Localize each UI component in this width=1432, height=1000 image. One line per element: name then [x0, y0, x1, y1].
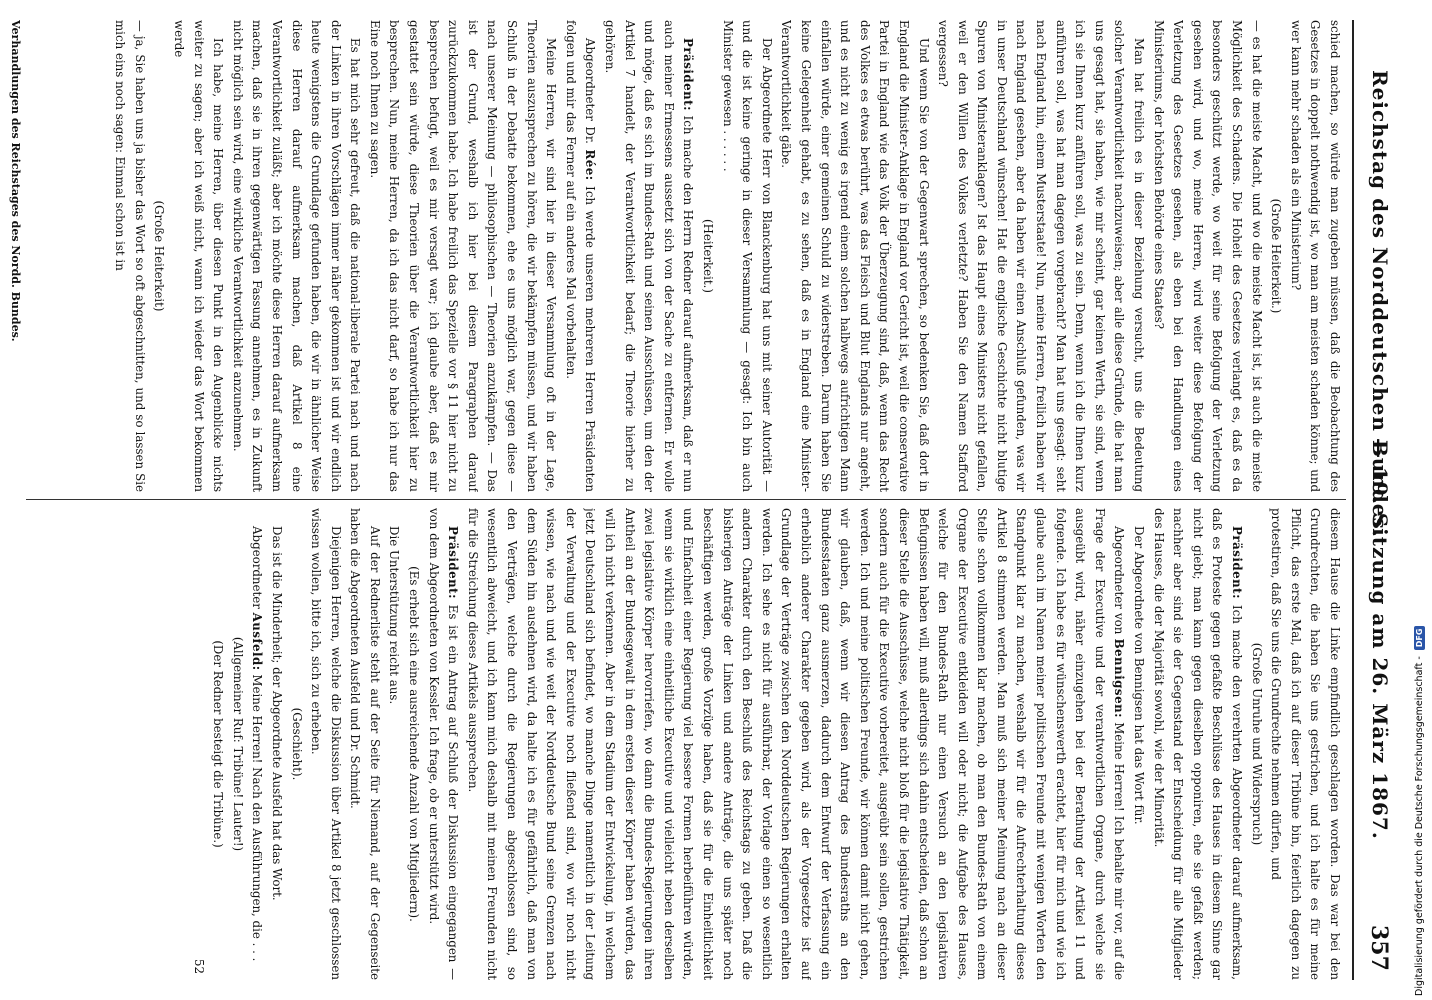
paragraph: Abgeordneter Dr. Rée: Ich werde unseren mehreren Herren Präsidenten folgen und mir das Ferner auf ein anderes Mal vorbehalten. — [563, 20, 598, 492]
paragraph: Es hat mich sehr gefreut, daß die national-liberale Partei nach und nach der Linken in ihren Vorschlägen immer näher gekommen ist und wir endlich heute wenigstens die Grundlage gefunden haben, die wir in ähnlicher Weise diese Herren darauf aufmerksam machen, daß Artikel 8 eine Verantwortlichkeit zuläßt; aber ich möchte diese Herren darauf aufmerksam machen, daß sie in ihren gegenwärtigen Fassung annehmen, es in Zukunft nicht möglich sein wird, eine wirkliche Verantwortlichkeit anzunehmen. — [230, 20, 363, 492]
paragraph: — es hat die meiste Macht, und wo die meiste Macht ist, ist auch die meiste Möglichkeit des Schadens. Die Hoheit des Gesetzes verlangt es, daß es da besonders geschützt werde, wo weit für seine Befolgung der Verletzung gesehen wird, und wo, meine Herren, wird weiter diese Befolgung der Verletzung des Gesetzes gesehen, als eben bei den Handlungen eines Ministeriums, der höchsten Behörde eines Staates? — [1151, 20, 1264, 492]
paragraph: (Große Heiterkeit.) — [1269, 198, 1284, 314]
paragraph: (Große Unruhe und Widerspruch) — [1249, 642, 1264, 846]
left-column — [24, 20, 1344, 492]
paragraph: (Große Heiterkeit) — [152, 200, 167, 312]
paragraph: (Geschieht). — [289, 707, 304, 781]
paragraph: (Es erhebt sich eine ausreichende Anzahl von Mitgliedern). — [407, 566, 422, 922]
digitization-note-text: Digitalisierung gefördert durch die Deutsche Forschungsgemeinschaft - — [1414, 656, 1425, 996]
paragraph: Und wenn Sie von der Gegenwart sprechen, so bedenken Sie, daß dort in England die Minister-Anklage in England vor Gericht ist, weil die conservative Partei in England wie das Volk der Überzeugung sind, daß, wenn das Recht des Volkes es etwas berührt, was das Fleisch und Blut Englands nur angeht, und es nicht zu wenig es irgend einem solchen halbwegs aufrichtigen Mann einfallen würde, einer gemeinen Schuld zu widerstreben. Darum haben Sie keine Gelegenheit gehabt, es zu sehen, daß es in England eine Minister-Verantwortlichkeit gäbe. — [779, 20, 931, 492]
paragraph: Der Abgeordnete Herr von Blanckenburg hat uns mit seiner Autorität — und die ist keine geringe in dieser Versammlung — gesagt: Ich bin auch Minister gewesen . . . . . . — [720, 20, 774, 492]
paragraph: Abgeordneter von Bennigsen: Meine Herren! Ich behalte mir vor, auf die Frage der Executive und der verantwortlichen Organe, durch welche sie ausgeübt wird, näher einzugehen bei der Berathung der Artikel 11 und folgende. Ich habe es für wünschenswerth erachtet, hier für mich und wie ich glaube auch im Namen meiner politischen Freunde mit wenigen Worten den Standpunkt klar zu machen, weshalb wir für die Aufrechterhaltung dieses Artikel 8 stimmen werden. Man muß sich meiner Meinung nach an dieser Stelle schon vollkommen klar machen, ob man den Bundes-Rath von einem Organe der Executive entkleiden will oder nicht; die Aufgabe des Hauses, welche für den Bundes-Rath nur einen Versuch an den legislativen Befugnissen haben will, muß allerdings sich dahin entscheiden, daß schon an dieser Stelle die Ausschüsse, welche nicht bloß für die legislative Thätigkeit, sondern auch für die Executive vorbereitet, ausgeübt sein sollen, gestrichen werden. Ich und meine politischen Freunde, wir können damit nicht gehen, wir glauben, daß, wenn wir diesen Antrag des Bundesraths an den Bundesstaaten ganz ausmerzen, dadurch dem Entwurf der Verfassung ein erheblich anderer Charakter gegeben wird, als der Vorgesetzte ist auf Grundlage der Verträge zwischen den Norddeutschen Regierungen erhalten werden. Ich sehe es nicht für ausführbar, der Vorlage einen so wesentlich andern Charakter durch den Beschluß des Reichstags zu geben. Daß die bisherigen Anträge der Linken und andere Anträge, die uns später noch beschäftigen werden, große Vorzüge haben, daß sie für die Einheitlichkeit und Einfachheit einer Regierung viel bessere Formen herbeiführen würden, wenn sie wirklich eine einheitliche Executive und vielleicht neben derselben zwei legislative Körper hervorriefen, wo dann die Bundes-Regierungen ihren Antheil an der Bundesgewalt in dem ersten dieser Körper haben würden, das will ich nicht verkennen. Aber in dem Stadium der Entwickelung, in welchem jetzt Deutschland sich befindet, wo manche Dinge namentlich in der Leitung der Verwaltung und der Executive noch fließend sind, wo wir noch nicht wissen, wie nach und wie weit der Norddeutsche Bund seine Grenzen nach dem Süden hin ausdehnen wird, da halte ich es für gefährlich, daß man von den Verträgen, welche durch die Regierungen abgeschlossen sind, so wesentlich abweicht, und ich kann mich deshalb mit meinen Freunden nicht für die Streichung dieses Artikels aussprechen. — [465, 508, 1127, 980]
header-title: Reichstag des Norddeutschen Bundes. — [1368, 70, 1392, 538]
paragraph: Meine Herren, wir sind hier in dieser Versammlung oft in der Lage, Theorien auszusprechen zu hören, die wir bekämpfen müssen, und wir haben Schluß in der Debatte bekommen, ehe es uns möglich war, gegen diese — nach unserer Meinung — philosophischen — Theorien anzukämpfen. — Das ist der Grund, weshalb ich hier bei diesem Paragraphen darauf zurückzukommen habe. Ich habe freilich das Spezielle vor § 11 hier nicht zu besprechen befugt, weil es mir versagt war; ich glaube aber, daß es mir gestattet sein würde, diese Theorien über die Verantwortlichkeit hier zu besprechen. Nun, meine Herren, da ich das nicht darf, so habe ich nur das Eine noch Ihnen zu sagen. — [367, 20, 559, 492]
paragraph: Abgeordneter Ausfeld: Meine Herren! Nach den Ausführungen, die . . . — [250, 526, 265, 962]
header-session-date: — 19. Sitzung am 26. März 1867. — [1368, 438, 1392, 840]
paragraph: (Allgemeiner Ruf: Tribüne! Lauter!) — [230, 636, 245, 852]
header-rule — [1352, 20, 1354, 980]
paragraph: Diejenigen Herren, welche die Diskussion über Artikel 8 jetzt geschlossen wissen wollen, bitte ich, sich zu erheben. — [309, 508, 343, 980]
paragraph: diesem Hause die Linke empfindlich geschlagen worden. Das war bei den Grundrechten, die haben Sie uns gestrichen, und ich halte es für meine Pflicht, das erste Mal, daß ich auf dieser Tribüne bin, feierlich dagegen zu protestiren, daß Sie uns die Grundrechte nehmen dürfen, und — [1269, 508, 1342, 980]
paragraph: Präsident: Ich mache den Herrn Redner darauf aufmerksam, daß er nun auch meiner Ermessens aussetzt sich von der Sache zu entfernen. Er wolle und möge, daß es sich im Bundes-Rath und seinen Ausschüssen, um den der Artikel 7 handelt, der Verantwortlichkeit bedarf; die Theorie hierher zu gehören. — [603, 20, 696, 492]
paragraph: Auf der Rednerliste steht auf der Seite für Niemand, auf der Gegenseite haben die Abgeordneten Ausfeld und Dr. Schmidt. — [348, 508, 382, 980]
paragraph: Die Unterstützung reicht aus. — [387, 526, 402, 705]
dfg-logo: DFG — [1414, 626, 1425, 651]
column-divider — [26, 499, 1346, 500]
paragraph: (Der Redner besteigt die Tribüne.) — [211, 640, 226, 848]
page-footer: Verhandlungen des Reichstages des Nordd. Bundes. — [9, 20, 22, 342]
digitization-note — [1412, 0, 1432, 1000]
paragraph: Der Abgeordnete von Bennigsen hat das Wort für. — [1132, 526, 1147, 825]
paragraph: — ja, Sie haben uns ja bisher das Wort so oft abgeschnitten, und so lassen Sie mich eins noch sagen: Einmal schon ist in — [113, 20, 147, 492]
paragraph: Das ist die Minderheit; der Abgeordnete Ausfeld hat das Wort. — [269, 526, 284, 901]
paragraph: Präsident: Ich mache den verehrten Abgeordneter darauf aufmerksam, daß es Proteste gegen gefaßte Beschlüsse des Hauses in diesem Sinne gar nicht giebt; man kann gegen dieselben opponiren, ehe sie gefaßt werden; nachher aber sind sie der Gegenstand der Entscheidung für alle Mitglieder des Hauses, die der Majorität sowohl, wie der Minorität. — [1151, 508, 1245, 980]
paragraph: Präsident: Es ist ein Antrag auf Schluß der Diskussion eingegangen — von dem Abgeordneten von Kessler. Ich frage, ob er unterstützt wird. — [426, 508, 461, 980]
running-header — [1346, 0, 1416, 1000]
page-number: 357 — [1366, 925, 1392, 971]
paragraph: schied machen, so würde man zugeben müssen, daß die Beobachtung des Gesetzes in doppelt nothwendig ist, wo man am meisten schaden könne; und wer kann mehr schaden als ein Ministerium? — [1288, 20, 1342, 492]
paragraph: Ich habe, meine Herren, über diesen Punkt in den Augenblicke nichts weiter zu sagen; aber ich weiß nicht, wann ich wieder das Wort bekommen werde — [171, 20, 226, 492]
paragraph: 52 — [191, 958, 206, 974]
right-column — [24, 508, 1344, 980]
paragraph: Man hat freilich es in dieser Beziehung versucht, uns die Bedeutung solcher Verantwortlichkeit nachzuweisen; aber alle diese Gründe, die hat man uns gesagt hat, sie haben, wie mir scheint, gar keinen Werth, sie sind, wenn ich sie Ihnen kurz anführen soll, was zu sein. Denn, wenn ich die Ihnen kurz anführen soll, was hat man dagegen vorgebracht? Man hat uns gesagt: seht nach England hin, einem Musterstaate! Nun, meine Herren, freilich haben wir nach England gesehen, aber da haben wir einen Anschluß gefunden, was wir in unser Deutschland wünschen! Hat die englische Geschichte nicht blutige Spuren von Ministeranklagen? Ist das Haupt eines Ministers nicht gefallen, weil er den Willen des Volkes verletzte? Haben Sie den Namen Stafford vergessen? — [936, 20, 1147, 492]
paragraph: (Heiterkeit.) — [701, 218, 715, 293]
